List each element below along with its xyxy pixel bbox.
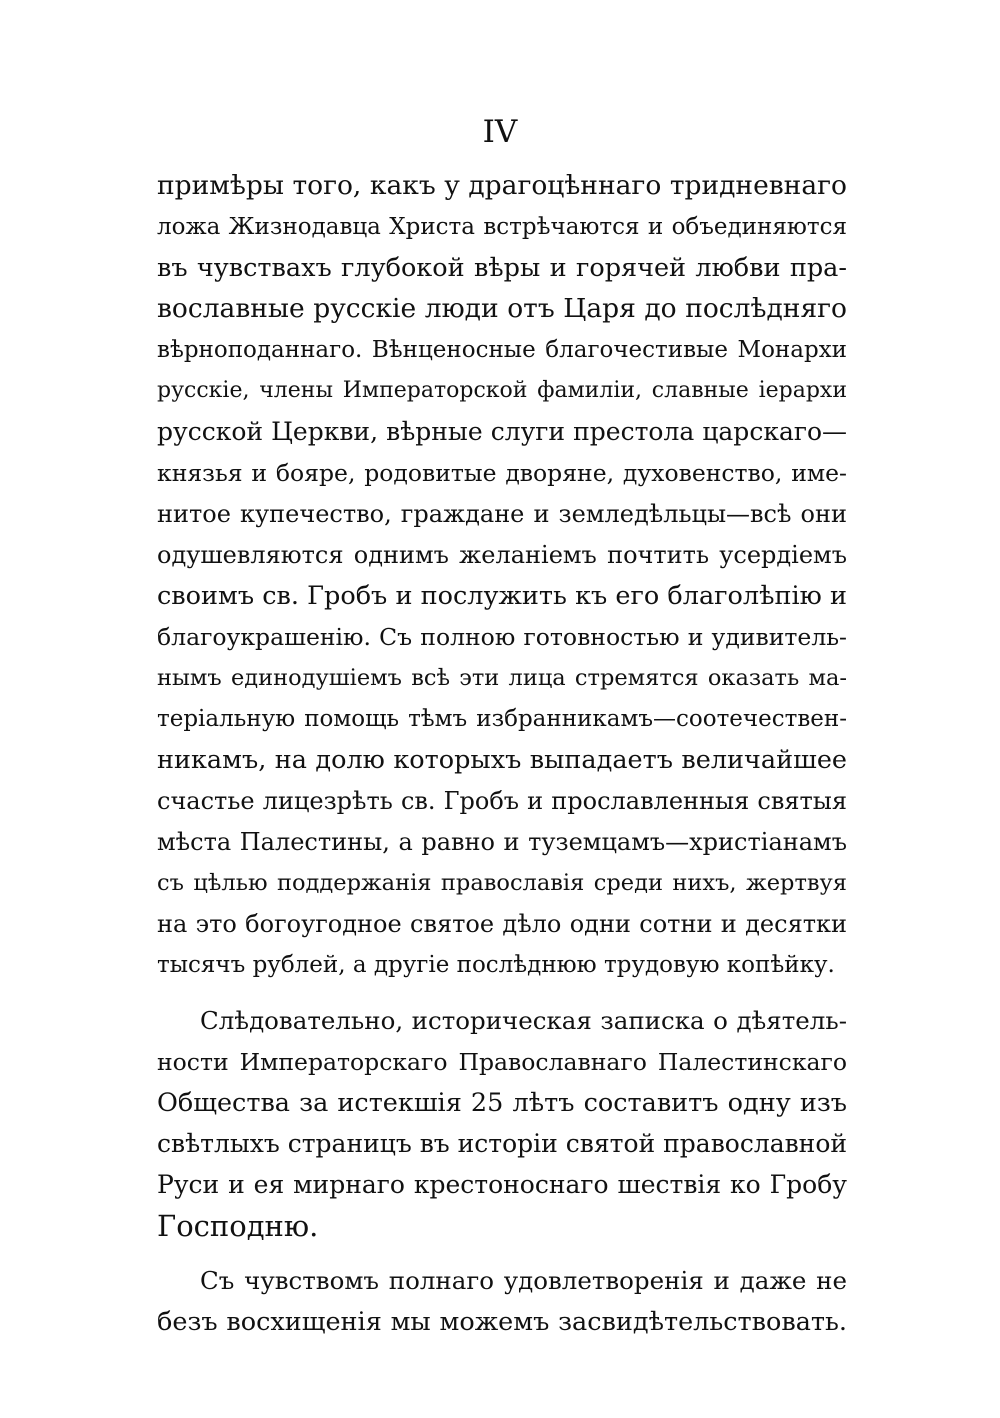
text-line: нымъ единодушіемъ всѣ эти лица стремятся оказать ма- (157, 665, 847, 691)
text-line: свѣтлыхъ страницъ въ исторіи святой православной (157, 1129, 848, 1158)
text-line: никамъ, на долю которыхъ выпадаетъ величайшее (157, 745, 847, 775)
text-line: примѣры того, какъ у драгоцѣннаго тридневнаго (157, 170, 847, 201)
text-line: безъ восхищенія мы можемъ засвидѣтельствовать. (157, 1307, 847, 1337)
text-line: Слѣдовательно, историческая записка о дѣятель- (200, 1006, 847, 1035)
text-line: благоукрашенію. Съ полною готовностью и удивитель- (157, 623, 847, 651)
text-line: на это богоугодное святое дѣло одни сотни и десятки (157, 910, 847, 938)
text-line: въ чувствахъ глубокой вѣры и горячей любви пра- (157, 253, 847, 283)
text-line: Руси и ея мирнаго крестоноснаго шествія ко Гробу (157, 1170, 847, 1199)
text-line: мѣста Палестины, а равно и туземцамъ—христіанамъ (157, 828, 847, 856)
text-line: съ цѣлью поддержанія православія среди нихъ, жертвуя (157, 870, 847, 896)
text-line: одушевляются однимъ желаніемъ почтить усердіемъ (157, 541, 847, 569)
text-line: князья и бояре, родовитые дворяне, духовенство, име- (157, 459, 847, 487)
page-number: IV (482, 114, 518, 150)
text-line: вославные русскіе люди отъ Царя до послѣдняго (157, 293, 847, 324)
text-line: нитое купечество, граждане и земледѣльцы—всѣ они (157, 500, 847, 528)
text-line: своимъ св. Гробъ и послужить къ его благолѣпію и (157, 581, 847, 611)
text-line: счастье лицезрѣть св. Гробъ и прославленныя святыя (157, 787, 847, 815)
text-line: теріальную помощь тѣмъ избранникамъ—соотечествен- (157, 706, 847, 732)
text-line: вѣрноподаннаго. Вѣнценосные благочестивые Монархи (157, 337, 847, 363)
text-line: русской Церкви, вѣрные слуги престола царскаго— (157, 417, 847, 446)
text-line: ности Императорскаго Православнаго Палестинскаго (157, 1048, 847, 1076)
text-line: русскіе, члены Императорской фамиліи, славные іерархи (157, 378, 847, 403)
text-line: Господню. (157, 1209, 319, 1243)
text-line: Съ чувствомъ полнаго удовлетворенія и даже не (200, 1266, 847, 1295)
text-line: тысячъ рублей, а другіе послѣднюю трудовую копѣйку. (157, 952, 835, 978)
text-line: ложа Жизнодавца Христа встрѣчаются и объединяются (157, 214, 847, 240)
text-line: Общества за истекшія 25 лѣтъ составитъ одну изъ (157, 1088, 847, 1118)
